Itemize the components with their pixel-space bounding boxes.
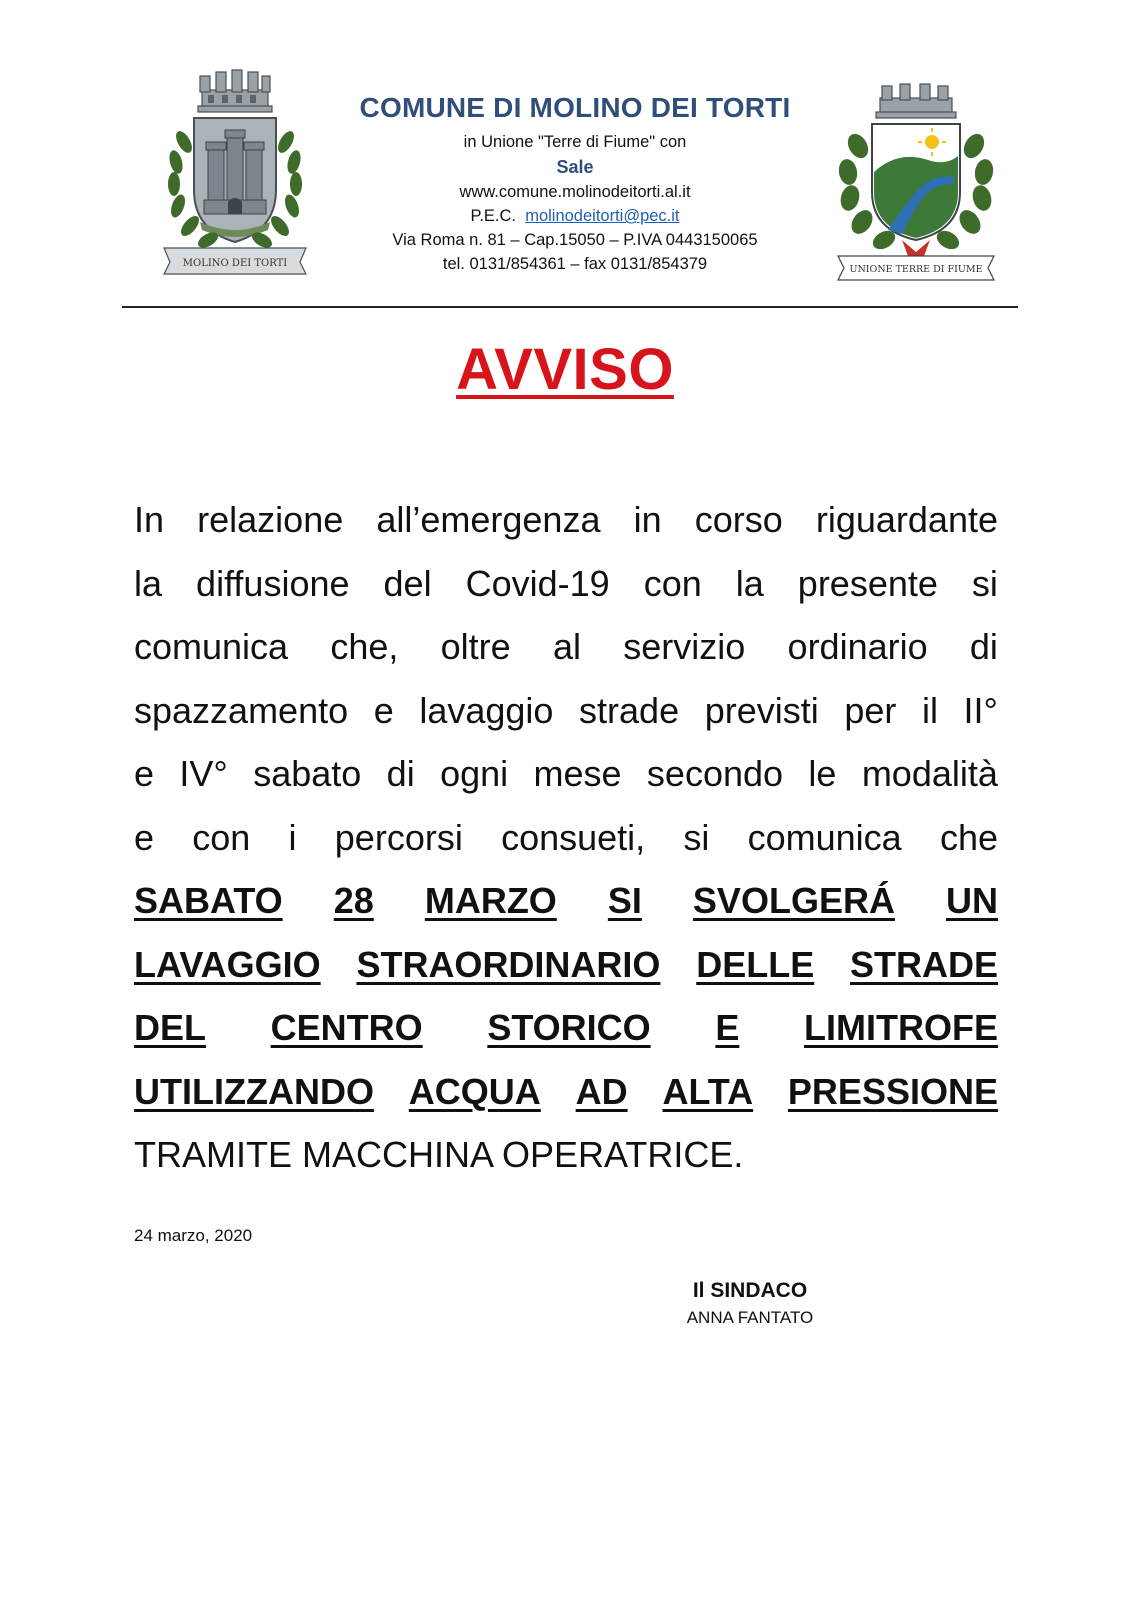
body-word: e [134,753,155,794]
body-word: che, [330,626,399,667]
body-word: e [373,689,394,731]
body-line [134,742,998,806]
body-line [134,806,998,870]
signature-name: ANNA FANTATO [686,1308,814,1327]
body-word: del [383,562,432,604]
body-word: SABATO [134,880,283,921]
unione-terre-di-fiume-crest-icon [828,80,1004,284]
emphasis-line [134,996,998,1060]
body-word: Covid-19 [465,562,610,604]
body-line [134,552,998,616]
body-word: LAVAGGIO [134,943,321,985]
body-word: STORICO [487,1007,651,1048]
union-line: in Unione "Terre di Fiume" con [463,133,687,151]
notice-date: 24 marzo, 2020 [134,1226,253,1245]
body-word: si [683,816,710,858]
body-word: E [715,1007,740,1048]
body-word: corso [694,499,783,540]
body-word: spazzamento [134,689,349,731]
body-word: STRADE [849,943,998,985]
body-word: con [643,562,702,604]
pec-line [330,204,820,228]
body-word: riguardante [815,499,998,540]
body-word: percorsi [334,816,463,858]
body-word: si [971,562,998,604]
body-word: strade [579,689,680,731]
body-word: II° [963,689,998,731]
notice-body [134,488,998,1187]
body-word: all’emergenza [376,499,601,540]
body-word: comunica [747,816,902,858]
signature-role: Il SINDACO [692,1279,808,1302]
body-word: e [134,816,155,858]
body-word: per [844,689,897,731]
body-word: in [633,499,662,540]
body-line [134,679,998,743]
body-word: comunica [134,626,289,667]
body-word: MARZO [424,880,557,921]
body-word: sabato [253,753,362,794]
body-word: di [969,626,998,667]
address-line: Via Roma n. 81 – Cap.15050 – P.IVA 0443150065 [392,231,758,249]
body-word: la [134,562,163,604]
body-word: le [808,753,837,794]
body-word: mese [533,753,622,794]
website-text: www.comune.molinodeitorti.al.it [459,183,691,201]
emphasis-line [134,1060,998,1124]
municipality-name: COMUNE DI MOLINO DEI TORTI [359,92,791,123]
body-word: presente [797,562,938,604]
body-word: AD [575,1070,628,1112]
body-word: ogni [440,753,509,794]
body-word: SVOLGERÁ [692,880,895,921]
body-word: DELLE [696,943,815,985]
body-word: In [134,499,165,540]
letterhead [330,92,820,276]
body-word: i [288,816,297,858]
body-word: ordinario [787,626,928,667]
header-divider [122,306,1018,308]
emphasis-line [134,933,998,997]
pec-email-link[interactable]: molinodeitorti@pec.it [525,207,680,225]
body-word: ACQUA [408,1070,541,1112]
body-word: LIMITROFE [804,1007,998,1048]
notice-title: AVVISO [456,337,674,402]
body-word: IV° [179,753,228,794]
body-word: con [192,816,251,858]
body-word: lavaggio [419,689,554,731]
body-word: modalità [861,753,998,794]
body-word: previsti [704,689,819,731]
body-word: UTILIZZANDO [134,1070,374,1112]
body-word: STRAORDINARIO [356,943,661,985]
body-word: 28 [333,880,374,921]
body-word: diffusione [196,562,350,604]
left-crest-banner-text: MOLINO DEI TORTI [182,258,288,269]
body-word: PRESSIONE [787,1070,998,1112]
body-word: servizio [623,626,746,667]
body-word: oltre [440,626,511,667]
body-word: consueti, [501,816,646,858]
body-word: di [386,753,415,794]
body-word: UN [946,880,998,921]
right-crest-banner-text: UNIONE TERRE DI FIUME [849,264,983,275]
body-word: al [552,626,581,667]
body-word: la [735,562,764,604]
body-word: ALTA [662,1070,754,1112]
pec-label: P.E.C. [470,207,517,225]
emphasis-line [134,869,998,933]
body-word: il [921,689,938,731]
body-word: CENTRO [270,1007,423,1048]
partner-town: Sale [556,157,594,177]
body-line [134,488,998,552]
body-word: secondo [646,753,784,794]
body-word: SI [607,880,642,921]
body-word: DEL [134,1007,206,1048]
body-word: relazione [197,499,344,540]
phone-line: tel. 0131/854361 – fax 0131/854379 [442,255,708,273]
body-word: che [939,816,998,858]
molino-dei-torti-crest-icon [150,62,320,280]
closing-line: TRAMITE MACCHINA OPERATRICE. [134,1134,744,1175]
body-line [134,615,998,679]
signature-block [660,1276,840,1330]
